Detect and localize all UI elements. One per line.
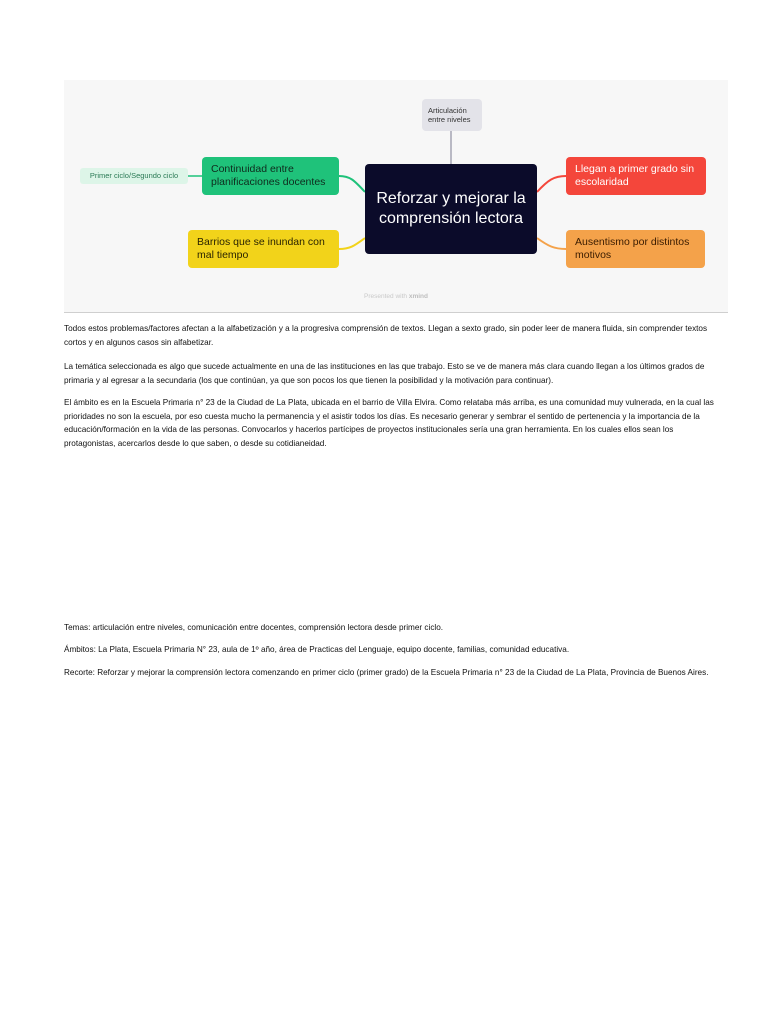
side-label-ciclo [80, 168, 188, 184]
node-llegan [566, 157, 706, 195]
node-barrios [188, 230, 339, 268]
node-barrios-text: Barrios que se inundan con mal tiempo [197, 236, 325, 261]
paragraph-ambitos: Ámbitos: La Plata, Escuela Primaria N° 23, aula de 1º año, área de Practicas del Lenguaje, equipo docente, familias, comunidad educativa. [64, 645, 570, 654]
credit-brand: xmind [408, 293, 428, 300]
node-ausentismo [566, 230, 705, 268]
connector-red [537, 176, 566, 192]
paragraph-ambito: El ámbito es en la Escuela Primaria n° 23 de la Ciudad de La Plata, ubicada en el barrio de Villa Elvira. Como relataba más arriba, es una comunidad muy vulnerada, en la cual las prioridades no son la escuela, por eso cuesta mucho la permanencia y el asistir todos los días. Es necesario generar y sembrar el sentido de pertenencia y la importancia de la educación/formación en la vida de las personas. Convocarlos y hacerlos partícipes de proyectos institucionales sería una gran herramienta. En los cuales ellos sean los protagonistas, acercarlos desde lo que saben, o desde su cotidianeidad. [64, 398, 714, 448]
central-topic-text: Reforzar y mejorar la comprensión lectora [376, 190, 526, 227]
mind-map [64, 80, 728, 313]
connector-yellow [339, 238, 365, 249]
connector-green [339, 176, 365, 192]
paragraph-tematica: La temática seleccionada es algo que sucede actualmente en una de las instituciones en las que trabajo. Esto se ve de manera más clara cuando llegan a los últimos grados de primaria y al egresar a la secundaria (los que continúan, ya que son pocos los que tienen la posibilidad y la motivación para continuar). [64, 362, 705, 385]
node-continuidad [202, 157, 339, 195]
paragraph-problemas: Todos estos problemas/factores afectan a la alfabetización y a la progresiva comprensión de textos. Llegan a sexto grado, sin poder leer de manera fluida, sin comprender textos cortos y en algunos casos sin alfabetizar. [64, 324, 708, 347]
node-articulacion [422, 99, 482, 131]
xmind-credit [64, 293, 728, 300]
connector-orange [537, 238, 566, 249]
central-topic [365, 164, 537, 254]
paragraph-temas: Temas: articulación entre niveles, comunicación entre docentes, comprensión lectora desde primer ciclo. [64, 623, 444, 632]
side-label-text: Primer ciclo/Segundo ciclo [89, 171, 179, 180]
node-ausentismo-text: Ausentismo por distintos motivos [575, 236, 690, 261]
paragraph-recorte: Recorte: Reforzar y mejorar la comprensión lectora comenzando en primer ciclo (primer grado) de la Escuela Primaria n° 23 de la Ciudad de La Plata, Provincia de Buenos Aires. [64, 668, 709, 677]
node-articulacion-text: Articulación entre niveles [428, 106, 471, 124]
credit-prefix: Presented with [364, 293, 408, 300]
node-llegan-text: Llegan a primer grado sin escolaridad [575, 163, 695, 188]
node-continuidad-text: Continuidad entre planificaciones docentes [211, 163, 326, 188]
